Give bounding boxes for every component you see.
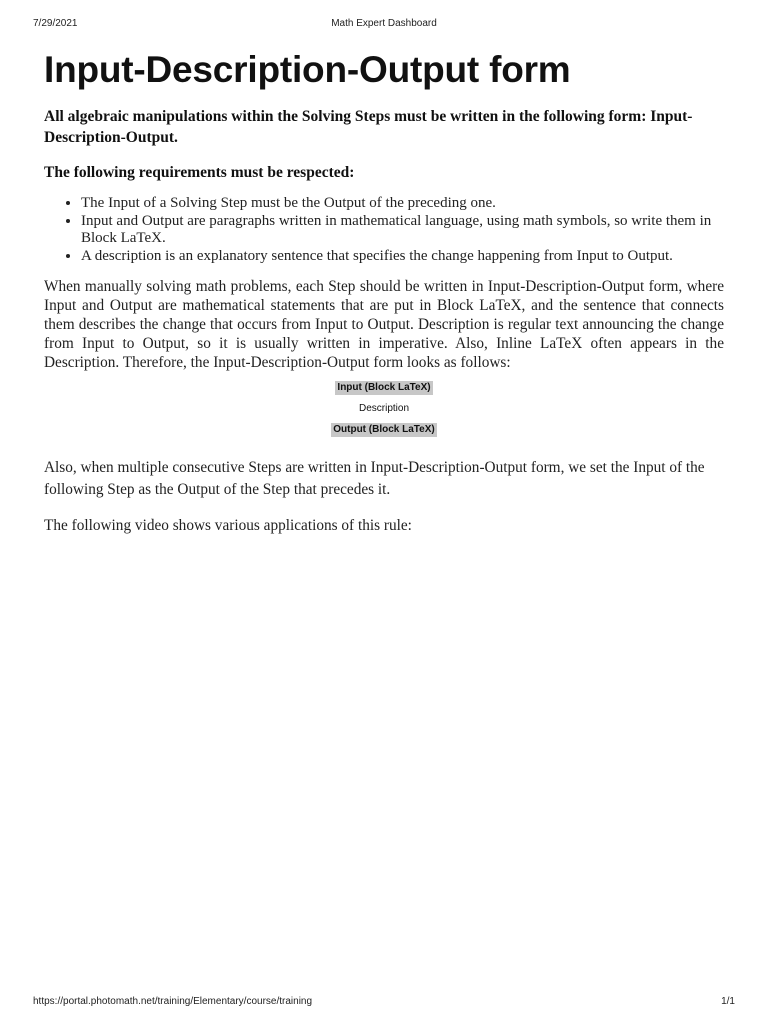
intro-text: All algebraic manipulations within the Solving Steps must be written in the following form: Input-Description-Output. [44, 108, 693, 146]
diagram-output-label: Output (Block LaTeX) [333, 424, 435, 435]
form-diagram [44, 381, 724, 437]
consecutive-steps-paragraph: Also, when multiple consecutive Steps are written in Input-Description-Output form, we set the Input of the following Step as the Output of the Step that precedes it. [44, 459, 705, 498]
page-url: https://portal.photomath.net/training/Elementary/course/training [33, 996, 313, 1007]
article [44, 48, 724, 536]
print-date: 7/29/2021 [33, 18, 78, 29]
requirements-list [44, 195, 724, 265]
page-number: 1/1 [721, 996, 735, 1007]
print-page-title: Math Expert Dashboard [331, 18, 437, 29]
explanation-paragraph: When manually solving math problems, each Step should be written in Input-Description-Output form, where Input and Output are mathematical statements that are put in Block LaTeX, and the sentence that connects them describes the change that occurs from Input to Output. Description is regular text announcing the change from Input to Output, so it is usually written in imperative. Also, Inline LaTeX often appears in the Description. Therefore, the Input-Description-Output form looks as follows: [44, 278, 724, 371]
print-footer [33, 996, 735, 1010]
list-item: • A description is an explanatory sentence that specifies the change happening from Input to Output. [81, 248, 724, 266]
video-intro-paragraph: The following video shows various applications of this rule: [44, 517, 412, 534]
page-title: Input-Description-Output form [44, 49, 571, 90]
diagram-input-label: Input (Block LaTeX) [337, 382, 431, 393]
list-item: • The Input of a Solving Step must be the Output of the preceding one. [81, 195, 724, 213]
list-item: • Input and Output are paragraphs written in mathematical language, using math symbols, so write them in Block LaTeX. [81, 213, 724, 248]
print-header [33, 18, 735, 32]
requirements-heading: The following requirements must be respected: [44, 164, 355, 181]
diagram-description-label: Description [358, 403, 410, 414]
